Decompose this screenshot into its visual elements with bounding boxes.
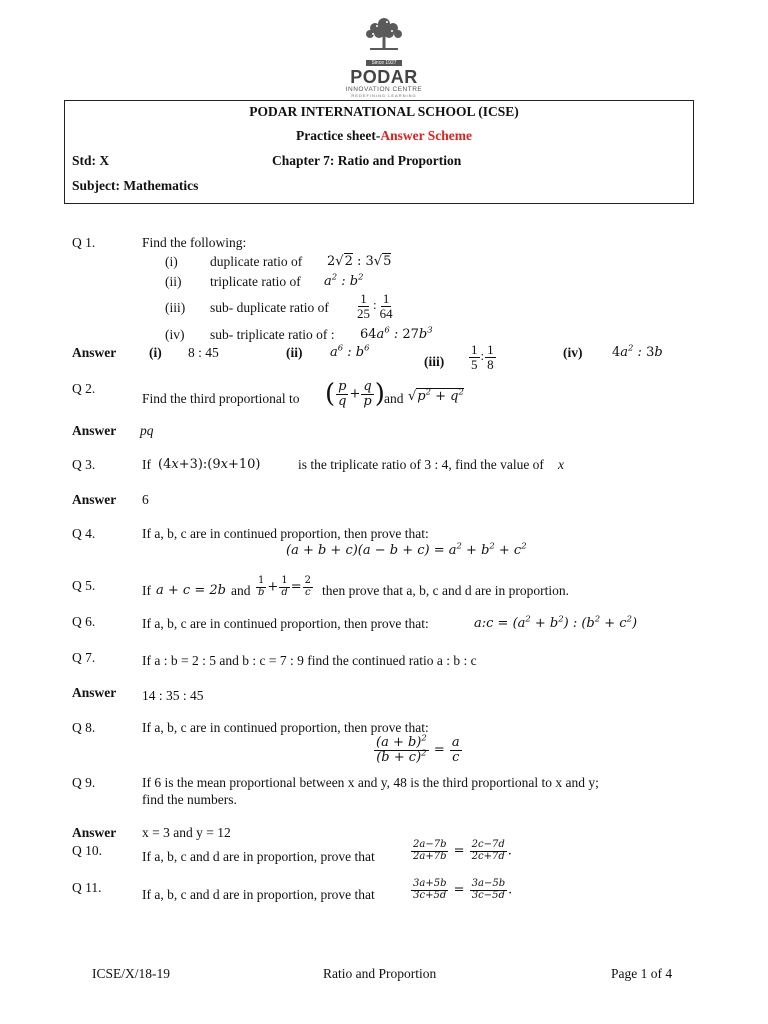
q1-part-ii-expr: $a^2$ : $b^2$ [324,271,364,289]
q3-var: x [558,457,564,472]
q11-equation: $\frac{3a+5b}{3c+5d}$ = $\frac{3a-5b}{3c-5d}$ . [413,878,513,901]
logo-brand: PODAR [350,67,418,87]
q1-answer-ii-expr: $a^6$ : $b^6$ [330,342,370,360]
q4-label: Q 4. [72,526,96,541]
q1-part-iii-expr: $\frac{1}{25}$ : $\frac{1}{64}$ [357,291,393,321]
q4-equation: $(a + b + c)(a - b + c) = a^2 + b^2 + c^2$ [286,540,527,558]
q1-part-i-text: duplicate ratio of [210,254,303,269]
q5-expr-2: $\frac{1}{b}$ + $\frac{1}{d}$ = $\frac{2}{c}$ [258,575,311,598]
q10-label: Q 10. [72,843,102,858]
q7-prompt: If a : b = 2 : 5 and b : c = 7 : 9 find the continued ratio a : b : c [142,653,477,668]
q6-expr: a:c = $(a^2 + b^2)$ : $(b^2 + c^2)$ [474,613,638,631]
q2-answer: pq [140,423,154,438]
q9-line1: If 6 is the mean proportional between x and y, 48 is the third proportional to x and y; [142,775,599,790]
q8-prompt: If a, b, c are in continued proportion, then prove that: [142,720,429,735]
q8-label: Q 8. [72,720,96,735]
q9-answer: x = 3 and y = 12 [142,825,231,840]
sheet-title [0,128,768,144]
q11-prompt: If a, b, c and d are in proportion, prove that [142,887,375,902]
q8-equation: $\frac{(a + b)^2}{(b + c)^2}$ = $\frac{a}{c}$ [376,732,460,765]
subject-value: : Mathematics [115,178,199,193]
q1-answer-ii-num: (ii) [286,345,303,360]
q3-if: If [142,457,151,472]
q2-label: Q 2. [72,381,96,396]
q3-answer-label: Answer [72,492,117,507]
q5-and: and [231,583,251,598]
subject-line [72,178,198,194]
q9-label: Q 9. [72,775,96,790]
q9-line2: find the numbers. [142,792,237,807]
q1-answer-i-value: 8 : 45 [188,345,219,360]
q1-answer-label: Answer [72,345,117,360]
q1-prompt: Find the following: [142,235,247,250]
q1-part-i-num: (i) [165,254,178,269]
logo-tagline: REDEFINING LEARNING [351,93,417,98]
footer-code: ICSE/X/18-19 [92,966,171,981]
q6-label: Q 6. [72,614,96,629]
podar-logo [334,16,434,98]
sheet-title-prefix: Practice sheet- [296,128,381,143]
q1-answer-i-num: (i) [149,345,162,360]
q1-label: Q 1. [72,235,96,250]
q1-answer-iii-expr: $\frac{1}{5}$ : $\frac{1}{8}$ [471,342,494,372]
q1-part-iv-num: (iv) [165,327,185,342]
q3-label: Q 3. [72,457,96,472]
sheet-title-highlight: Answer Scheme [380,128,472,143]
q1-part-iv-expr: $64a^6$ : $27b^3$ [360,324,433,342]
q3-rest: is the triplicate ratio of 3 : 4, find the value of [298,457,544,472]
logo-since: Since 1927 [366,60,401,66]
q1-part-i-expr: 2√2 : 3√5 [327,254,392,269]
q7-answer: 14 : 35 : 45 [142,688,204,703]
q1-part-iii-num: (iii) [165,300,186,315]
q9-answer-label: Answer [72,825,117,840]
subject-label: Subject [72,178,116,193]
chapter-title: Chapter 7: Ratio and Proportion [272,153,462,168]
q7-label: Q 7. [72,650,96,665]
q1-answer-iv-expr: $4a^2$ : 3b [612,342,663,360]
q10-prompt: If a, b, c and d are in proportion, prove that [142,849,375,864]
q3-expr: (4x+3):(9x+10) [158,457,261,472]
footer-page: Page 1 of 4 [611,966,673,981]
q2-expr-1: ( $\frac{p}{q}$ + $\frac{q}{p}$ ) [325,379,385,410]
footer-title: Ratio and Proportion [323,966,437,981]
q1-part-ii-text: triplicate ratio of [210,274,301,289]
q7-answer-label: Answer [72,685,117,700]
q2-expr-2: $√p^2 + q^2$ [408,386,464,404]
q5-expr-1: a + c = 2b [156,583,226,598]
q1-answer-iv-num: (iv) [563,345,583,360]
q11-label: Q 11. [72,880,102,895]
q1-part-iv-text: sub- triplicate ratio of : [210,327,335,342]
q2-answer-label: Answer [72,423,117,438]
q1-part-ii-num: (ii) [165,274,182,289]
q5-if: If [142,583,151,598]
q2-prompt: Find the third proportional to [142,391,300,406]
q10-equation: $\frac{2a-7b}{2a+7b}$ = $\frac{2c-7d}{2c+7d}$ . [413,839,512,862]
tree-logo-icon [362,16,406,52]
q5-rest: then prove that a, b, c and d are in proportion. [322,583,570,598]
q1-part-iii-text: sub- duplicate ratio of [210,300,329,315]
q6-prompt: If a, b, c are in continued proportion, then prove that: [142,616,429,631]
q3-answer: 6 [142,492,149,507]
q2-and: and [384,391,404,406]
std-label: Std: X [72,153,110,168]
q5-label: Q 5. [72,578,96,593]
q1-answer-iii-num: (iii) [424,354,445,369]
q4-prompt: If a, b, c are in continued proportion, then prove that: [142,526,429,541]
school-name: PODAR INTERNATIONAL SCHOOL (ICSE) [249,104,519,119]
logo-subtitle: INNOVATION CENTRE [345,86,423,93]
